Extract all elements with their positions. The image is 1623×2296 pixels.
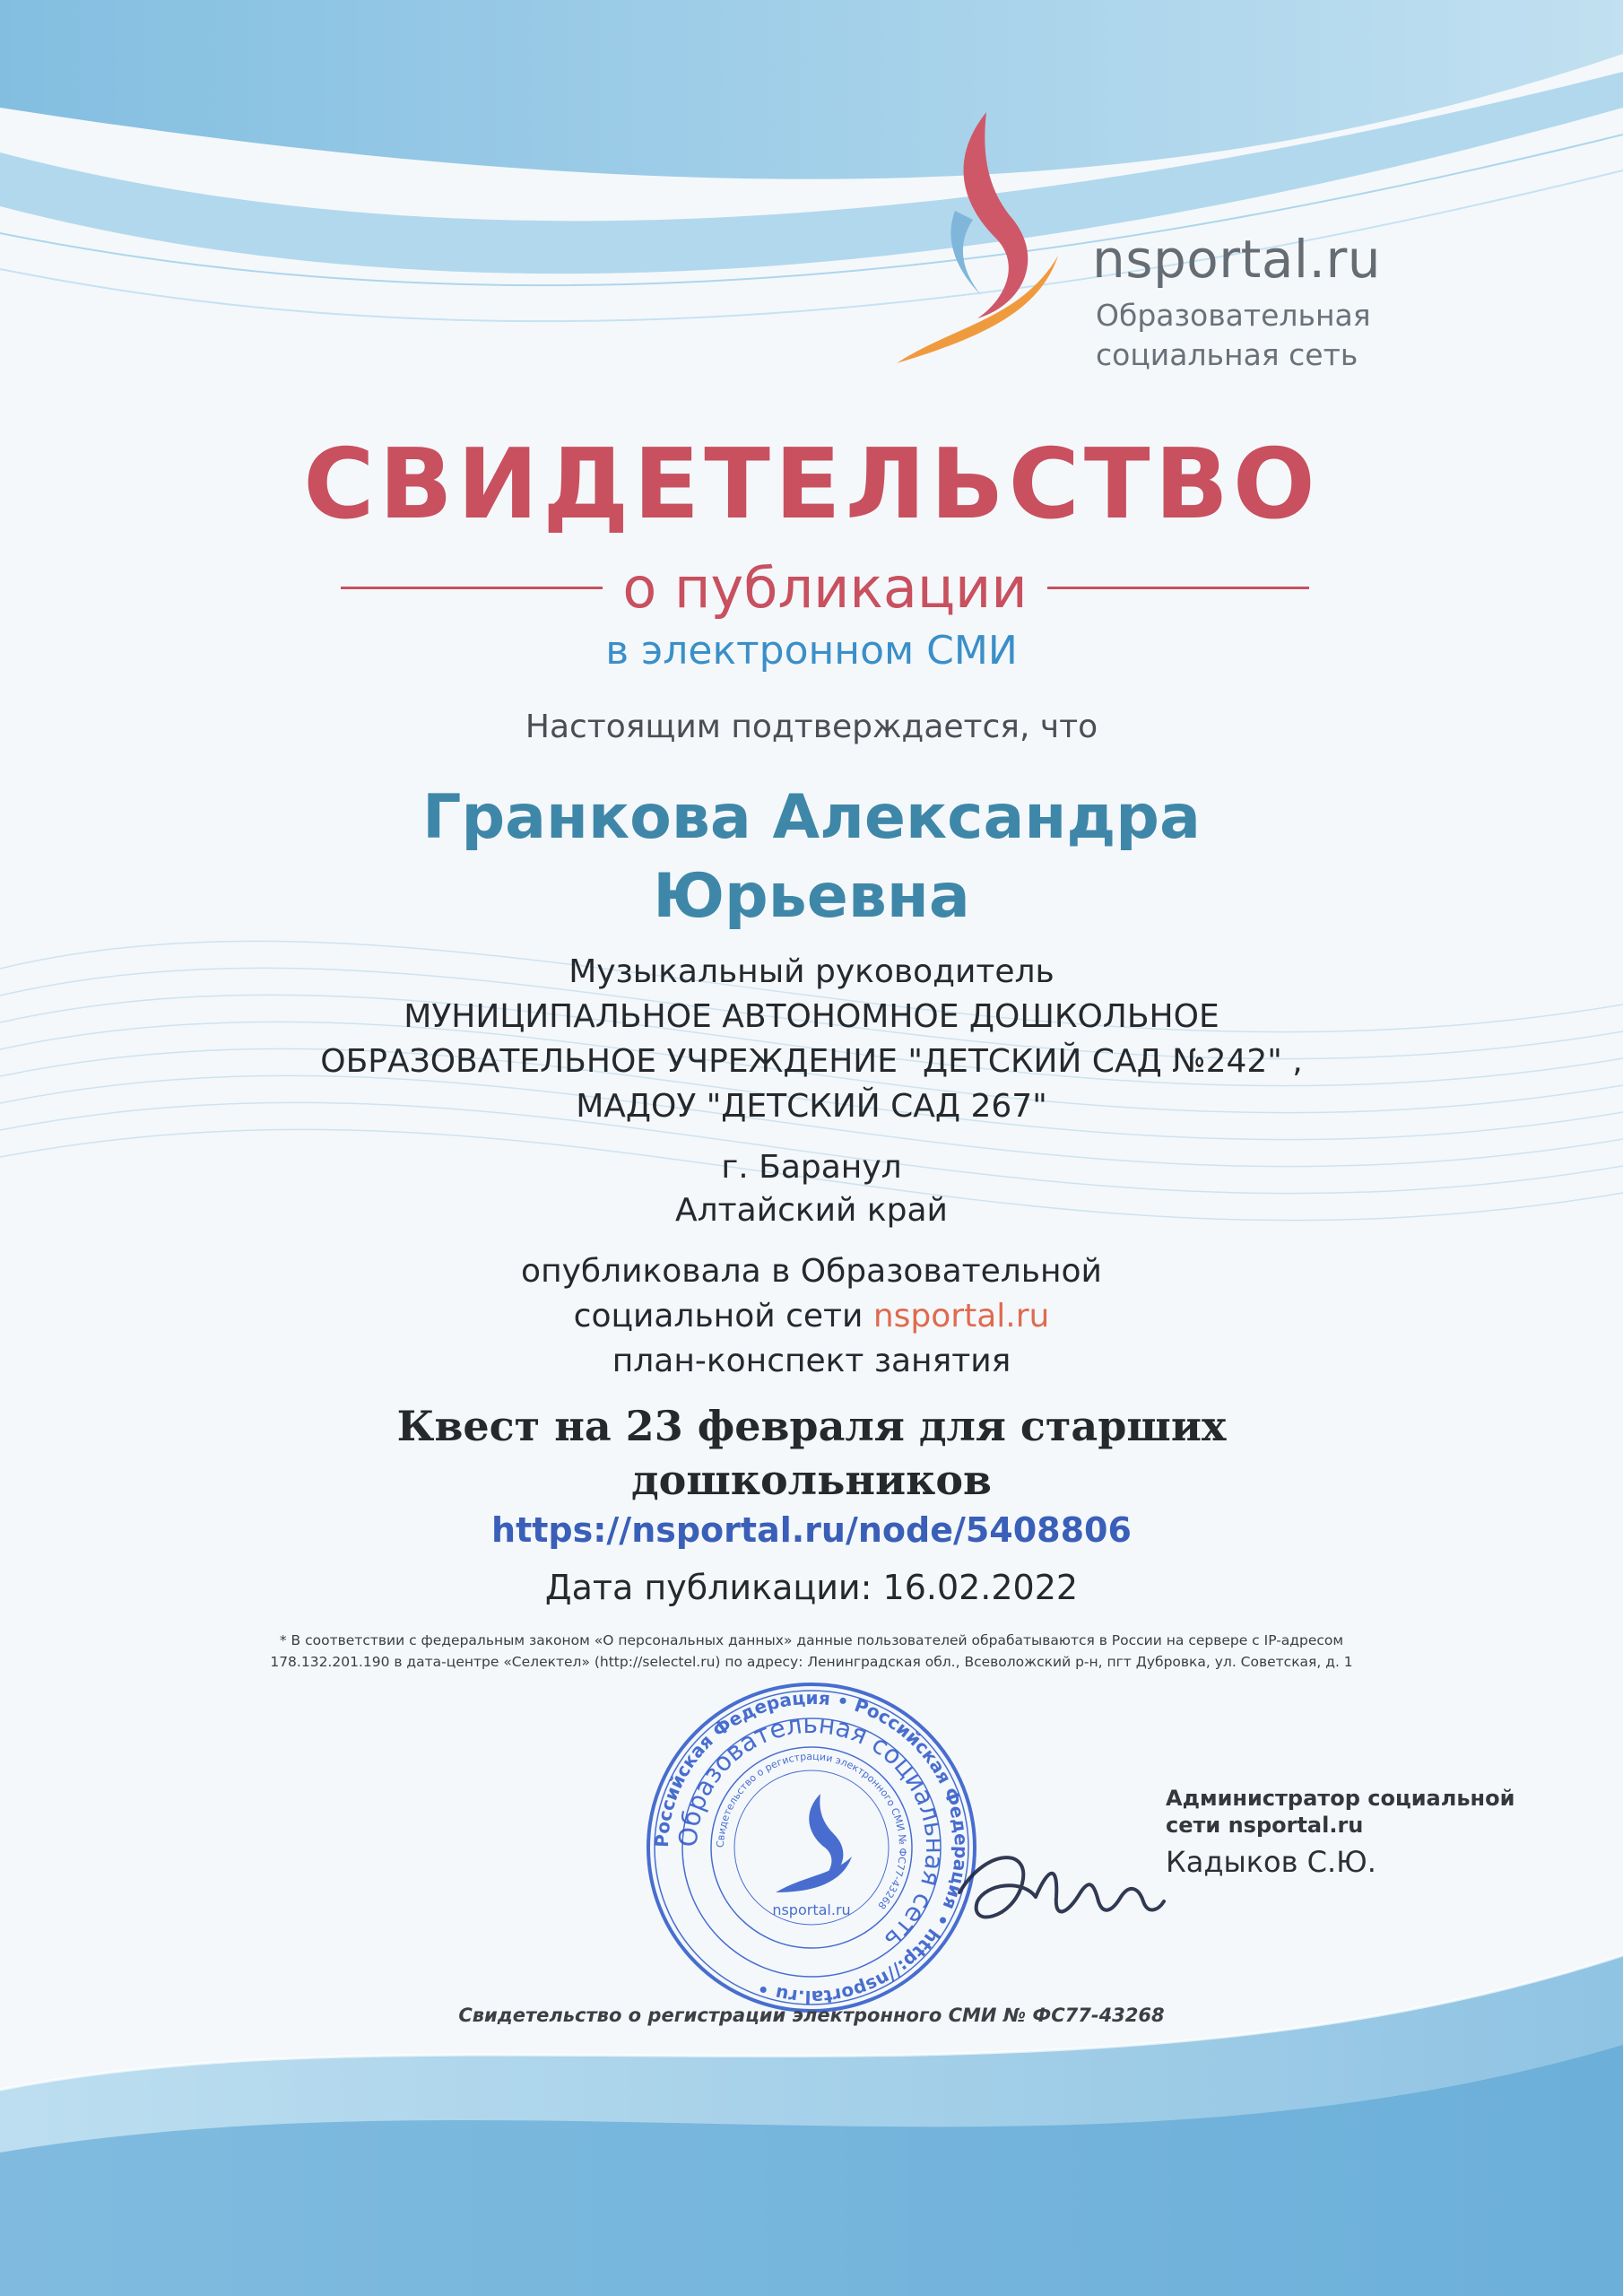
region: Алтайский край	[675, 1192, 948, 1229]
organization-line3: МАДОУ "ДЕТСКИЙ САД 267"	[576, 1088, 1047, 1125]
publication-link[interactable]: https://nsportal.ru/node/5408806	[491, 1510, 1132, 1550]
seal-middle-text: Образовательная социальная сеть	[673, 1709, 950, 1955]
confirm-text: Настоящим подтверждается, что	[525, 709, 1098, 745]
certificate-title: СВИДЕТЕЛЬСТВО	[303, 429, 1320, 541]
work-title-line1: Квест на 23 февраля для старших	[396, 1402, 1227, 1450]
certificate-subtitle-2: в электронном СМИ	[605, 628, 1018, 674]
city: г. Баранул	[721, 1149, 902, 1186]
date-value: 16.02.2022	[882, 1568, 1079, 1607]
brand-tagline-line1: Образовательная	[1096, 298, 1371, 333]
brand-name: nsportal.ru	[1092, 229, 1382, 290]
recipient-name-line2: Юрьевна	[653, 861, 970, 932]
official-seal	[641, 1677, 982, 2018]
published-line2	[0, 1297, 1623, 1335]
brand-tagline-line2: социальная сеть	[1096, 337, 1358, 372]
seal-center-text: nsportal.ru	[772, 1901, 851, 1918]
date-label: Дата публикации:	[544, 1568, 872, 1607]
admin-name: Кадыков С.Ю.	[1166, 1845, 1376, 1879]
nsportal-flame-logo	[888, 103, 1067, 372]
published-line2-brand: nsportal.ru	[872, 1298, 1050, 1335]
publication-date	[0, 1568, 1623, 1607]
admin-title-line1: Администратор социальной	[1166, 1786, 1515, 1811]
work-title-line2: дошкольников	[631, 1456, 992, 1504]
registration-text: Свидетельство о регистрации электронного СМИ № ФС77-43268	[458, 2005, 1165, 2026]
certificate-subtitle: о публикации	[622, 554, 1028, 621]
fine-print-line2: 178.132.201.190 в дата-центре «Селектел» (http://selectel.ru) по адресу: Ленинградская обл., Всеволожский р-н, пгт Дубровка, ул. Советская, д. 1	[270, 1654, 1353, 1670]
fine-print-line1: * В соответствии с федеральным законом «О персональных данных» данные пользователей обрабатываются в России на сервере с IP-адресом	[279, 1632, 1344, 1648]
seal-inner-text: Свидетельство о регистрации электронного СМИ № ФС77-43268	[714, 1750, 909, 1912]
admin-signature	[950, 1830, 1166, 1955]
published-line3: план-конспект занятия	[612, 1343, 1011, 1379]
subtitle-right-line	[1047, 587, 1309, 589]
brand-tagline	[1096, 296, 1371, 375]
organization-line2: ОБРАЗОВАТЕЛЬНОЕ УЧРЕЖДЕНИЕ "ДЕТСКИЙ САД №242" ,	[320, 1043, 1303, 1080]
subtitle-row	[341, 547, 1309, 628]
published-line1: опубликовала в Образовательной	[521, 1253, 1102, 1290]
published-line2-prefix: социальной сети	[573, 1298, 864, 1335]
organization-line1: МУНИЦИПАЛЬНОЕ АВТОНОМНОЕ ДОШКОЛЬНОЕ	[404, 998, 1219, 1035]
seal-outer-text: Российская Федерация • Российская Федерация • http://nsportal.ru •	[650, 1686, 973, 2009]
admin-title-line2: сети nsportal.ru	[1166, 1813, 1364, 1838]
subtitle-left-line	[341, 587, 603, 589]
recipient-name-line1: Гранкова Александра	[422, 782, 1201, 853]
recipient-position: Музыкальный руководитель	[568, 953, 1055, 990]
